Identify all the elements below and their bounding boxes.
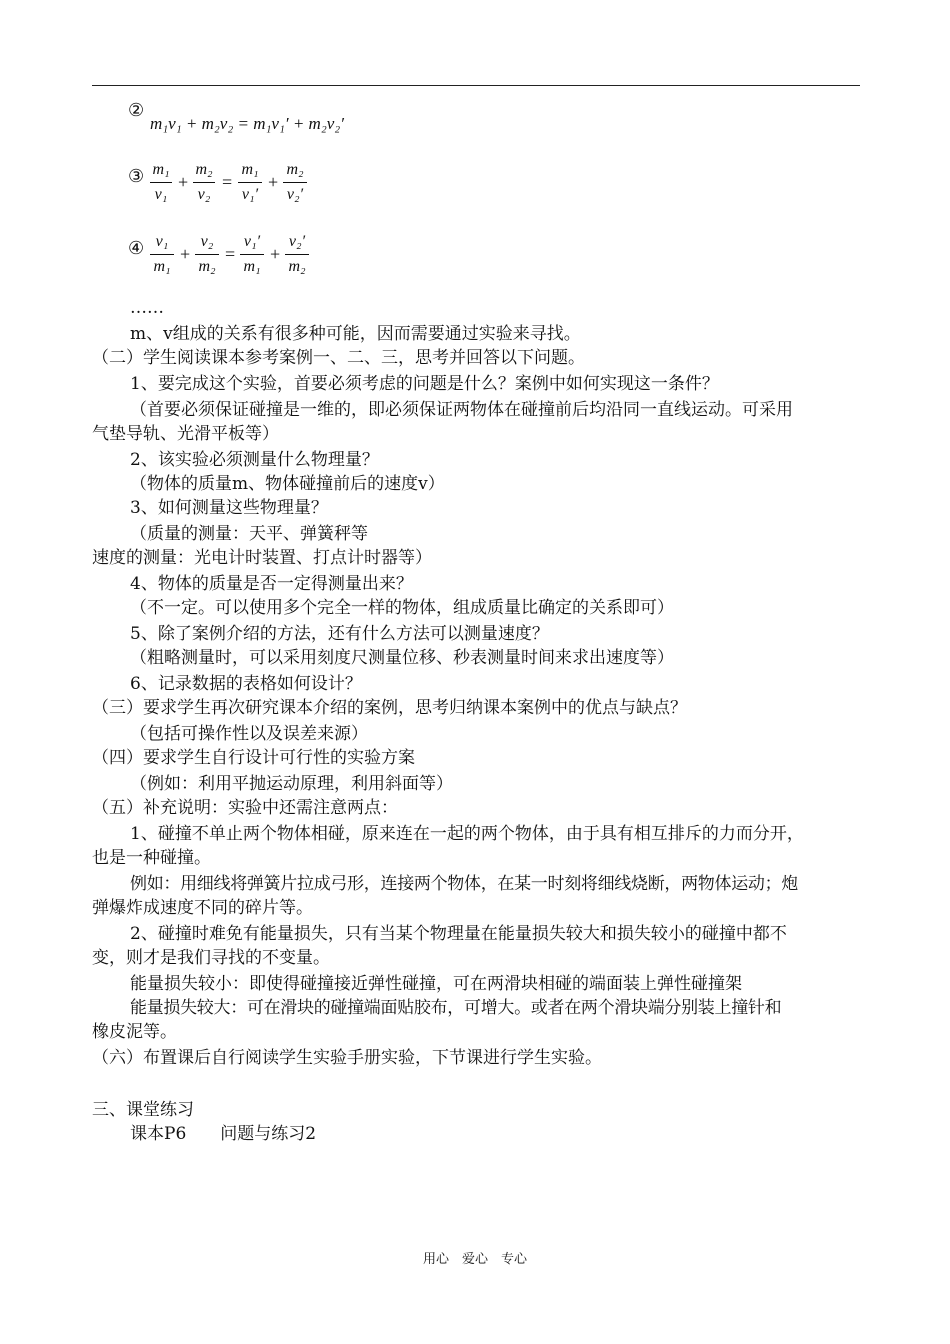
question-1: 1、要完成这个实验，首要必须考虑的问题是什么？案例中如何实现这一条件？ xyxy=(130,374,719,394)
section-heading-4: （四）要求学生自行设计可行性的实验方案 xyxy=(92,748,415,768)
eq4-frac3: v₁′ m₁ xyxy=(240,232,264,277)
energy-loss-large: 能量损失较大：可在滑块的碰撞端面贴胶布，可增大。或者在两个滑块端分别装上撞针和 xyxy=(130,998,782,1018)
answer-2: （物体的质量m、物体碰撞前后的速度v） xyxy=(130,474,445,494)
example-line-cont: 弹爆炸成速度不同的碎片等。 xyxy=(92,898,313,918)
section-heading-6: （六）布置课后自行阅读学生实验手册实验，下节课进行学生实验。 xyxy=(92,1048,602,1068)
plus-sign: + xyxy=(268,172,279,192)
question-3: 3、如何测量这些物理量？ xyxy=(130,498,328,518)
textbook-exercise: 课本P6 问题与练习2 xyxy=(130,1124,317,1144)
eq4-number: ④ xyxy=(128,238,145,259)
eq2-formula: m₁v₁ + m₂v₂ = m₁v₁′ + m₂v₂′ xyxy=(150,114,344,133)
classroom-practice-heading: 三、课堂练习 xyxy=(92,1100,194,1120)
page-footer: 用心 爱心 专心 xyxy=(422,1252,527,1267)
question-4: 4、物体的质量是否一定得测量出来？ xyxy=(130,574,413,594)
answer-section-4: （例如：利用平抛运动原理，利用斜面等） xyxy=(130,774,453,794)
eq3-frac3: m₁ v₁′ xyxy=(238,160,262,205)
answer-1-cont: 气垫导轨、光滑平板等） xyxy=(92,424,279,444)
energy-loss-small: 能量损失较小：即使得碰撞接近弹性碰撞，可在两滑块相碰的端面装上弹性碰撞架 xyxy=(130,974,742,994)
question-2: 2、该实验必须测量什么物理量？ xyxy=(130,450,379,470)
eq4-frac1: v₁ m₁ xyxy=(150,232,174,277)
eq3-number: ③ xyxy=(128,166,145,187)
eq4-frac4: v₂′ m₂ xyxy=(285,232,309,277)
question-5: 5、除了案例介绍的方法，还有什么方法可以测量速度？ xyxy=(130,624,549,644)
example-line: 例如：用细线将弹簧片拉成弓形，连接两个物体，在某一时刻将细线烧断，两物体运动；炮 xyxy=(130,874,798,894)
eq3-frac4: m₂ v₂′ xyxy=(283,160,307,205)
eq4-frac2: v₂ m₂ xyxy=(195,232,219,277)
header-rule xyxy=(92,85,860,86)
answer-5: （粗略测量时，可以采用刻度尺测量位移、秒表测量时间来求出速度等） xyxy=(130,648,674,668)
text-line: m、v组成的关系有很多种可能，因而需要通过实验来寻找。 xyxy=(130,324,581,344)
eq3-frac2: m₂ v₂ xyxy=(193,160,215,205)
answer-4: （不一定。可以使用多个完全一样的物体，组成质量比确定的关系即可） xyxy=(130,598,674,618)
note-1-cont: 也是一种碰撞。 xyxy=(92,848,211,868)
answer-section-3: （包括可操作性以及误差来源） xyxy=(130,724,368,744)
section-heading-3: （三）要求学生再次研究课本介绍的案例，思考归纳课本案例中的优点与缺点？ xyxy=(92,698,687,718)
plus-sign: + xyxy=(178,172,189,192)
section-heading-2: （二）学生阅读课本参考案例一、二、三，思考并回答以下问题。 xyxy=(92,348,585,368)
plus-sign: + xyxy=(270,244,281,264)
eq3-frac1: m₁ v₁ xyxy=(150,160,172,205)
equals-sign: = xyxy=(225,244,236,264)
ellipsis-line: …… xyxy=(130,298,164,318)
eq2-number: ② xyxy=(128,100,145,121)
equals-sign: = xyxy=(222,172,233,192)
note-1: 1、碰撞不单止两个物体相碰，原来连在一起的两个物体，由于具有相互排斥的力而分开， xyxy=(130,824,804,844)
answer-1: （首要必须保证碰撞是一维的，即必须保证两物体在碰撞前后均沿同一直线运动。可采用 xyxy=(130,400,793,420)
answer-3-cont: 速度的测量：光电计时装置、打点计时器等） xyxy=(92,548,432,568)
energy-loss-large-cont: 橡皮泥等。 xyxy=(92,1022,177,1042)
answer-3: （质量的测量：天平、弹簧秤等 xyxy=(130,524,368,544)
question-6: 6、记录数据的表格如何设计？ xyxy=(130,674,362,694)
section-heading-5: （五）补充说明：实验中还需注意两点： xyxy=(92,798,398,818)
note-2-cont: 变，则才是我们寻找的不变量。 xyxy=(92,948,330,968)
note-2: 2、碰撞时难免有能量损失，只有当某个物理量在能量损失较大和损失较小的碰撞中都不 xyxy=(130,924,787,944)
plus-sign: + xyxy=(180,244,191,264)
